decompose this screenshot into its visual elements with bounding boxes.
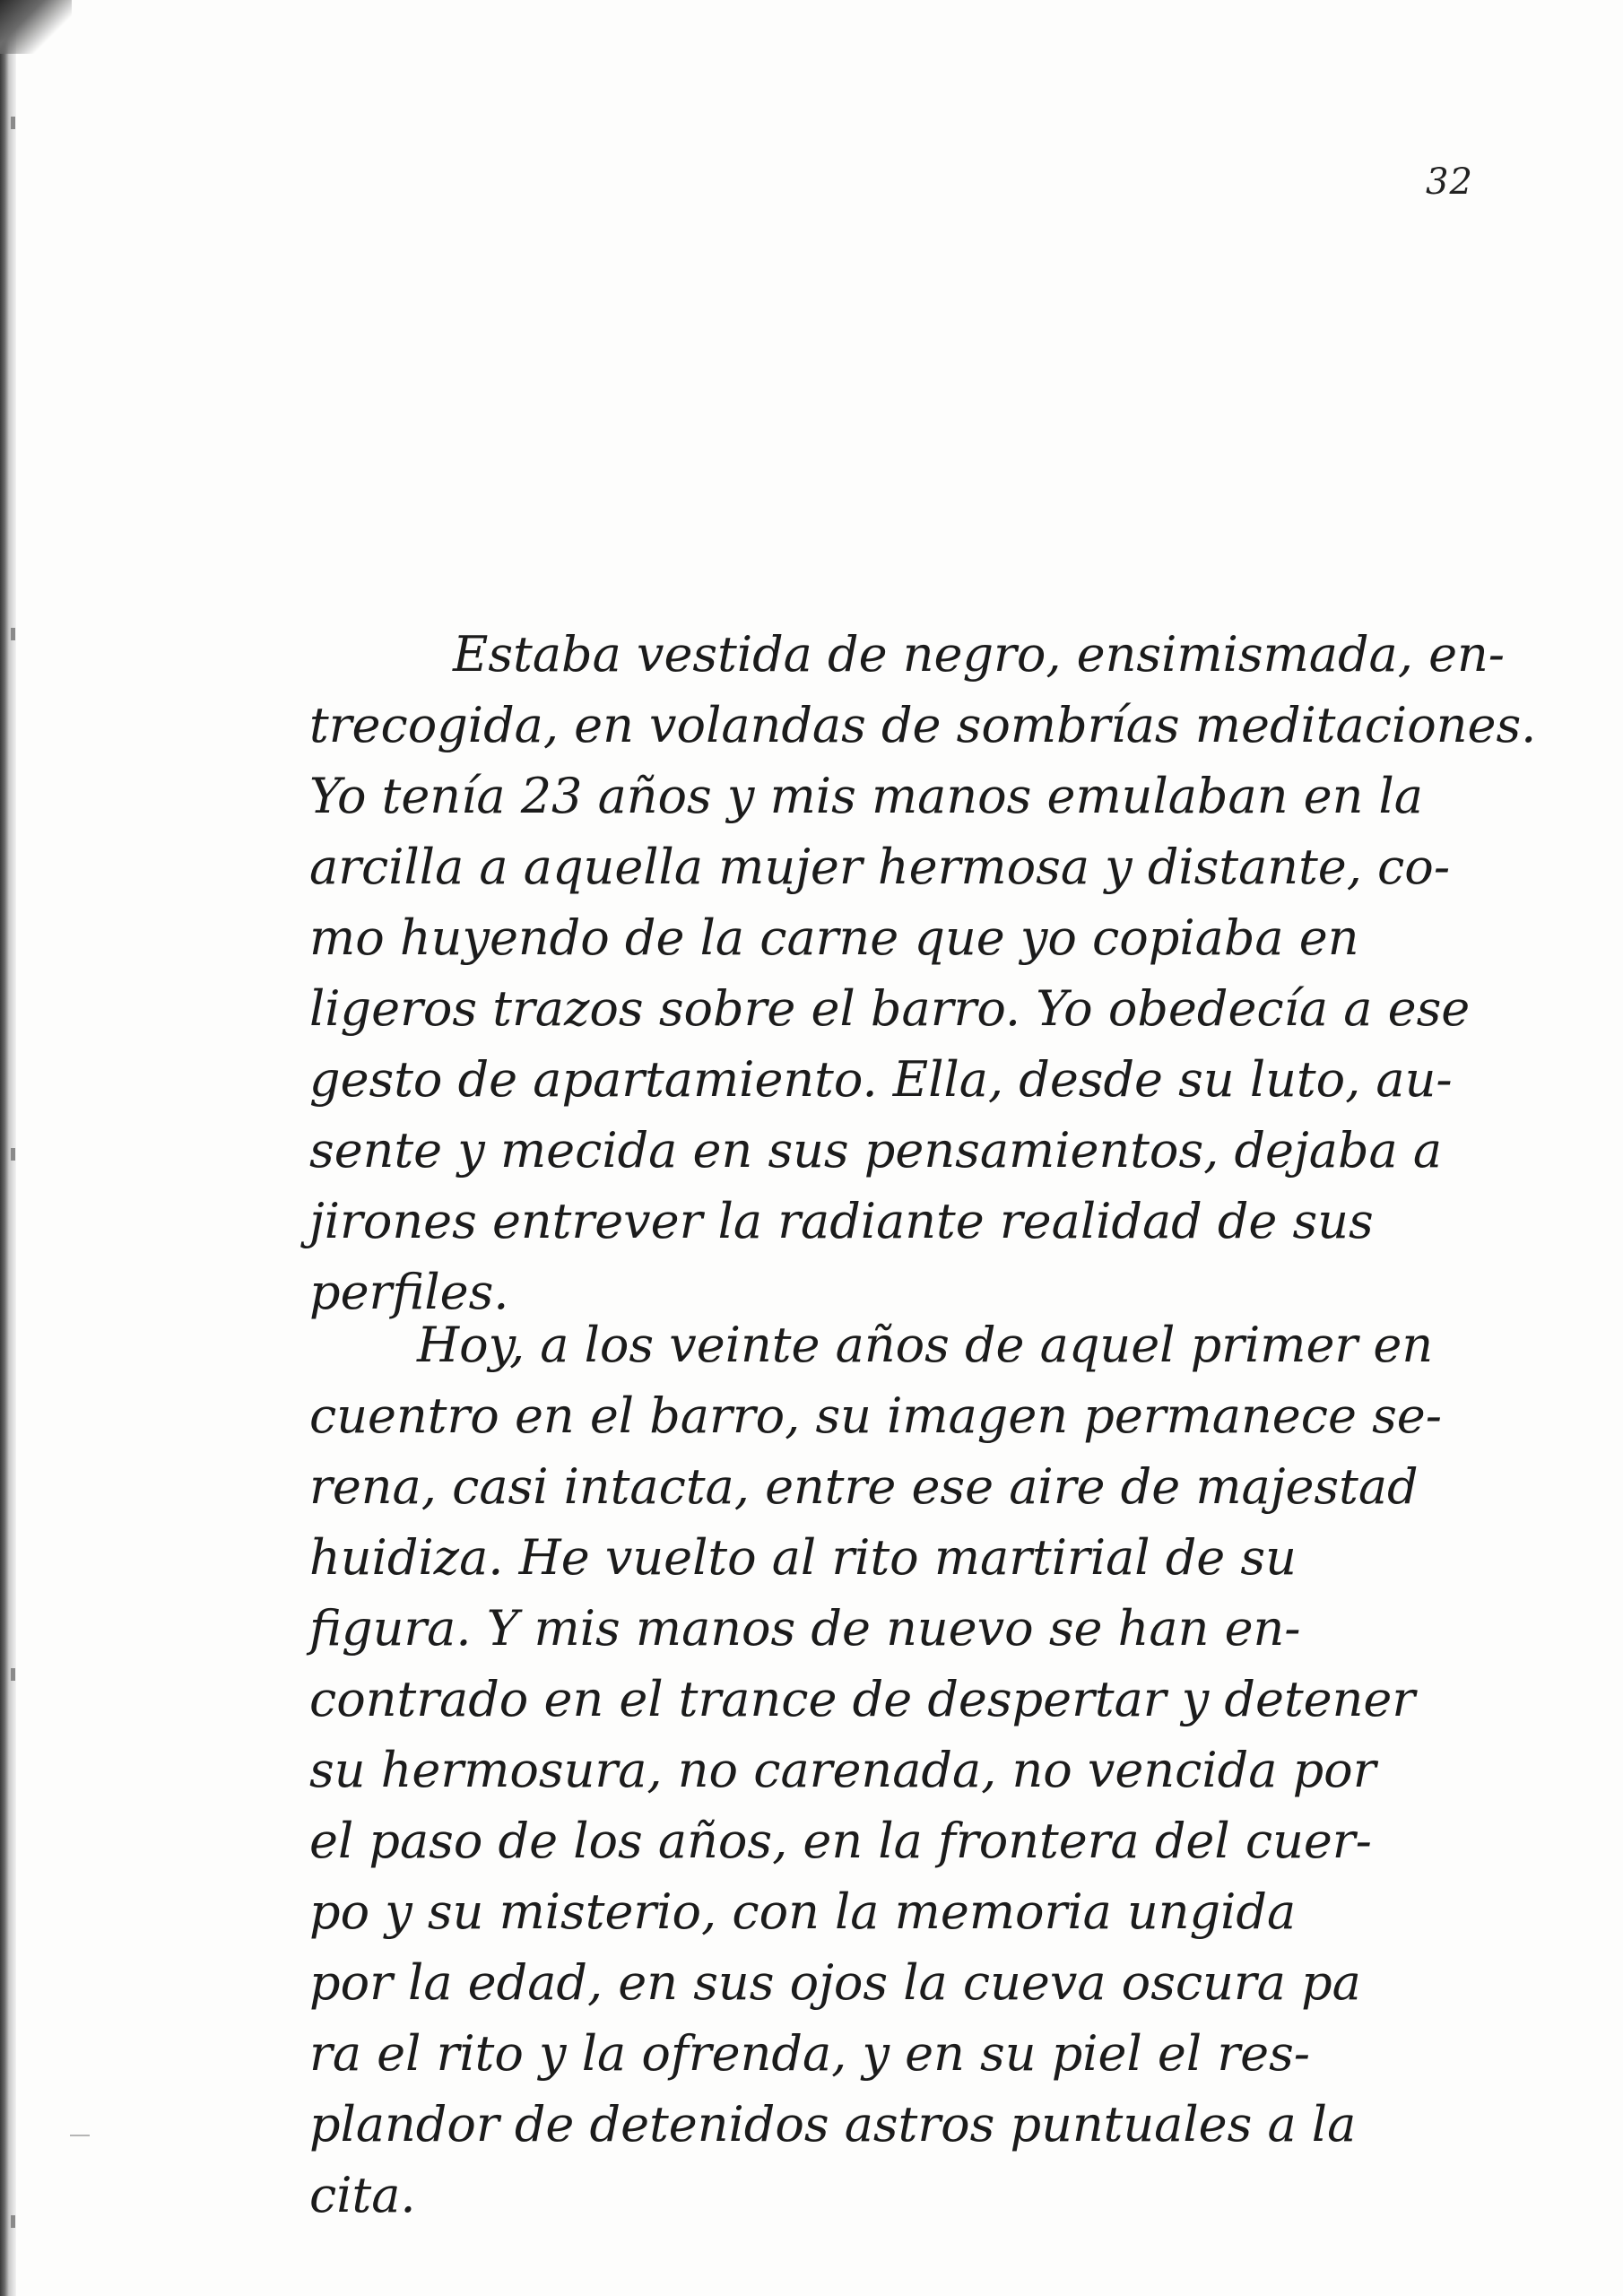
text-line: cita. <box>309 2167 416 2223</box>
text-line: perfiles. <box>309 1264 509 1320</box>
text-line: po y su misterio, con la memoria ungida <box>309 1883 1297 1940</box>
text-line: Hoy, a los veinte años de aquel primer en <box>417 1317 1434 1373</box>
paragraph-1 <box>309 619 1537 1327</box>
text-line: contrado en el trance de despertar y detener <box>309 1671 1416 1727</box>
edge-mark <box>11 117 15 129</box>
text-line: gesto de apartamiento. Ella, desde su luto, au- <box>309 1051 1453 1108</box>
paragraph-2 <box>309 1309 1484 2231</box>
text-line: el paso de los años, en la frontera del cuer- <box>309 1813 1372 1869</box>
edge-mark <box>11 1668 15 1681</box>
text-line: plandor de detenidos astros puntuales a la <box>309 2096 1357 2152</box>
text-line: por la edad, en sus ojos la cueva oscura pa <box>309 1954 1361 2011</box>
text-line: huidiza. He vuelto al rito martirial de su <box>309 1529 1297 1586</box>
text-line: ligeros trazos sobre el barro. Yo obedecía a ese <box>309 980 1471 1037</box>
edge-mark <box>11 1148 15 1161</box>
text-line: sente y mecida en sus pensamientos, dejaba a <box>309 1122 1443 1178</box>
text-line: ra el rito y la ofrenda, y en su piel el res- <box>309 2025 1311 2082</box>
text-line: figura. Y mis manos de nuevo se han en- <box>309 1600 1301 1657</box>
text-line: Yo tenía 23 años y mis manos emulaban en la <box>309 768 1423 824</box>
page-number: 32 <box>1426 161 1473 203</box>
text-line: su hermosura, no carenada, no vencida por <box>309 1742 1376 1798</box>
corner-shadow <box>0 0 72 54</box>
text-line: arcilla a aquella mujer hermosa y distante, co- <box>309 839 1451 895</box>
stray-pen-mark <box>70 2135 90 2136</box>
text-line: cuentro en el barro, su imagen permanece se- <box>309 1387 1443 1444</box>
text-line: rena, casi intacta, entre ese aire de majestad <box>309 1458 1419 1515</box>
text-line: jirones entrever la radiante realidad de sus <box>309 1193 1374 1249</box>
text-line: trecogida, en volandas de sombrías meditaciones. <box>309 697 1537 753</box>
edge-mark <box>11 628 15 640</box>
text-line: Estaba vestida de negro, ensimismada, en- <box>453 626 1506 683</box>
edge-mark <box>11 2215 15 2228</box>
text-line: mo huyendo de la carne que yo copiaba en <box>309 909 1359 966</box>
